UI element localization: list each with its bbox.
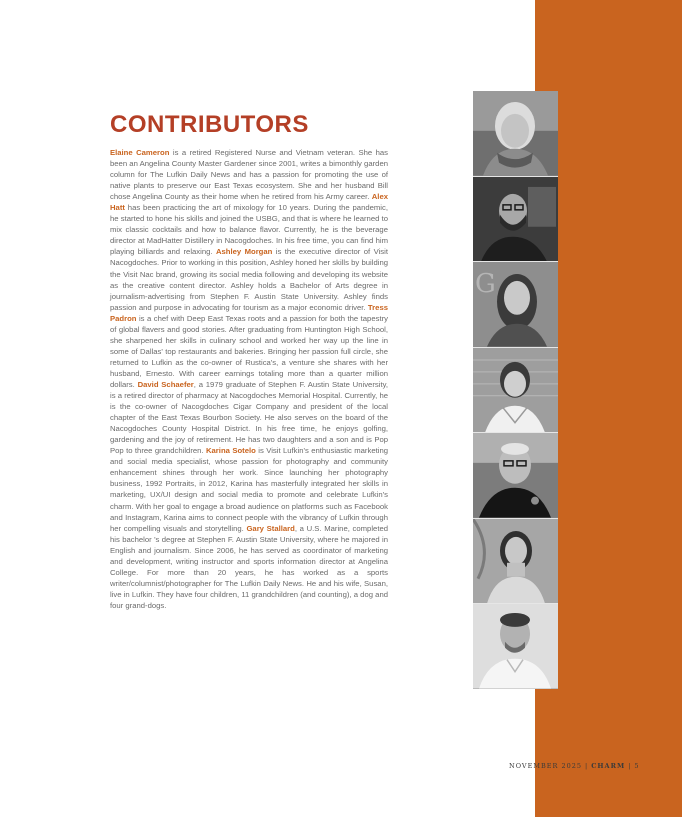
contributor-bio-gary-stallard: , a U.S. Marine, completed his bachelor 's degree at Stephen F. Austin State University, where he majored in English and journalism. Since 2006, he has served as coordinator of marketing and development, writing instructor and sports information director at Angelina College. For more than 20 years, he has worked as a sports writer/columnist/photographer for The Lufkin Daily News. He and his wife, Susan, live in Lufkin. They have four children, 11 grandchildren (and counting), a dog and four grand-dogs. bbox=[110, 523, 389, 610]
footer-separator: | bbox=[628, 762, 632, 770]
page-title: CONTRIBUTORS bbox=[110, 111, 309, 138]
contributor-name-tress-padron: Tress Padron bbox=[110, 302, 388, 323]
contributor-bio-david-schaefer: , a 1979 graduate of Stephen F. Austin State University, is a retired director of pharmacy at Nacogdoches Memorial Hospital. Currently, he is the co-owner of Nacogdoches Cigar Company and president of the local chapter of the East Texas Bourbon Society. He also serves on the board of the Nacogdoches County Hospital District. In his free time, he enjoys golfing, gardening and the joy of retirement. He has two daughters and a son and is Pop Pop to three grandchildren. bbox=[110, 379, 388, 456]
footer-magazine-name: CHARM bbox=[591, 762, 626, 770]
contributor-bio-ashley-morgan: is the executive director of Visit Nacogdoches. Prior to working in this position, Ashley honed her skills by building the Visit Nac brand, growing its social media following and developing its website as the creative content director. Ashley holds a Bachelor of Arts degree in journalism-advertising from Stephen F. Austin State University. Ashley finds passion and purpose in advocating for tourism as a major economic driver. bbox=[110, 247, 388, 312]
footer-issue-date: NOVEMBER 2025 bbox=[509, 762, 583, 770]
contributor-photo-ashley-morgan bbox=[473, 262, 558, 348]
contributor-photo-elaine-cameron bbox=[473, 91, 558, 177]
contributor-name-david-schaefer: David Schaefer bbox=[137, 379, 194, 389]
contributor-bio-karina-sotelo: is Visit Lufkin's enthusiastic marketing and social media specialist, whose passion for photography and community enhancement shines through her work. Since launching her photography business, 1992 Portraits, in 2012, Karina has masterfully integrated her skills in marketing, UX/UI design and social media to promote and celebrate Lufkin's charm. With her goal to engage a broad audience on platforms such as Facebook and Instagram, Karina aims to connect people with the vibrancy of Lufkin through her compelling visuals and storytelling. bbox=[110, 446, 388, 533]
contributor-photo-alex-hatt bbox=[473, 177, 558, 263]
contributor-photo-gary-stallard bbox=[473, 604, 558, 689]
contributor-name-ashley-morgan: Ashley Morgan bbox=[215, 247, 273, 257]
contributors-bio-paragraph bbox=[110, 147, 388, 611]
contributor-photo-tress-padron bbox=[473, 348, 558, 434]
contributor-name-alex-hatt: Alex Hatt bbox=[110, 192, 388, 213]
contributor-photo-strip bbox=[473, 91, 558, 689]
contributor-bio-elaine-cameron: is a retired Registered Nurse and Vietnam veteran. She has been an Angelina County Master Gardener since 2001, writes a bimonthly garden column for The Lufkin Daily News and has a passion for promoting the use of native plants to preserve our East Texas ecosystem. She and her husband Bill chose Angelina County as their home when he retired from his Army career. bbox=[110, 148, 388, 202]
footer-page-number: 5 bbox=[634, 762, 640, 770]
contributor-bio-alex-hatt: has been practicing the art of mixology for 10 years. During the pandemic, he started to hone his skills and joined the USBG, and that is where he learned to mix classic cocktails and how to balance flavor. Currently, he is the beverage director at MadHatter Distillery in Nacogdoches. In his free time, you can find him playing billiards and relaxing. bbox=[110, 203, 388, 257]
contributor-photo-karina-sotelo bbox=[473, 519, 558, 605]
contributor-name-elaine-cameron: Elaine Cameron bbox=[110, 148, 170, 157]
contributor-name-karina-sotelo: Karina Sotelo bbox=[205, 446, 256, 456]
footer-separator: | bbox=[585, 762, 589, 770]
svg-text:G: G bbox=[475, 269, 496, 299]
page-footer bbox=[509, 762, 639, 770]
contributor-bio-tress-padron: is a chef with Deep East Texas roots and a passion for both the tapestry of global flavers and good stories. After graduating from Huntington High School, she sharpened her skills in culinary school and worked her way up the line in some of Dallas' top restaurants and bakeries. Bringing her passion full circle, she returned to Lufkin as the co-owner of Rustica's, a venture she shares with her husband, Ernesto. With career earnings totaling more than a quarter million dollars. bbox=[110, 313, 388, 389]
contributor-photo-david-schaefer bbox=[473, 433, 558, 519]
contributor-name-gary-stallard: Gary Stallard bbox=[246, 523, 295, 533]
